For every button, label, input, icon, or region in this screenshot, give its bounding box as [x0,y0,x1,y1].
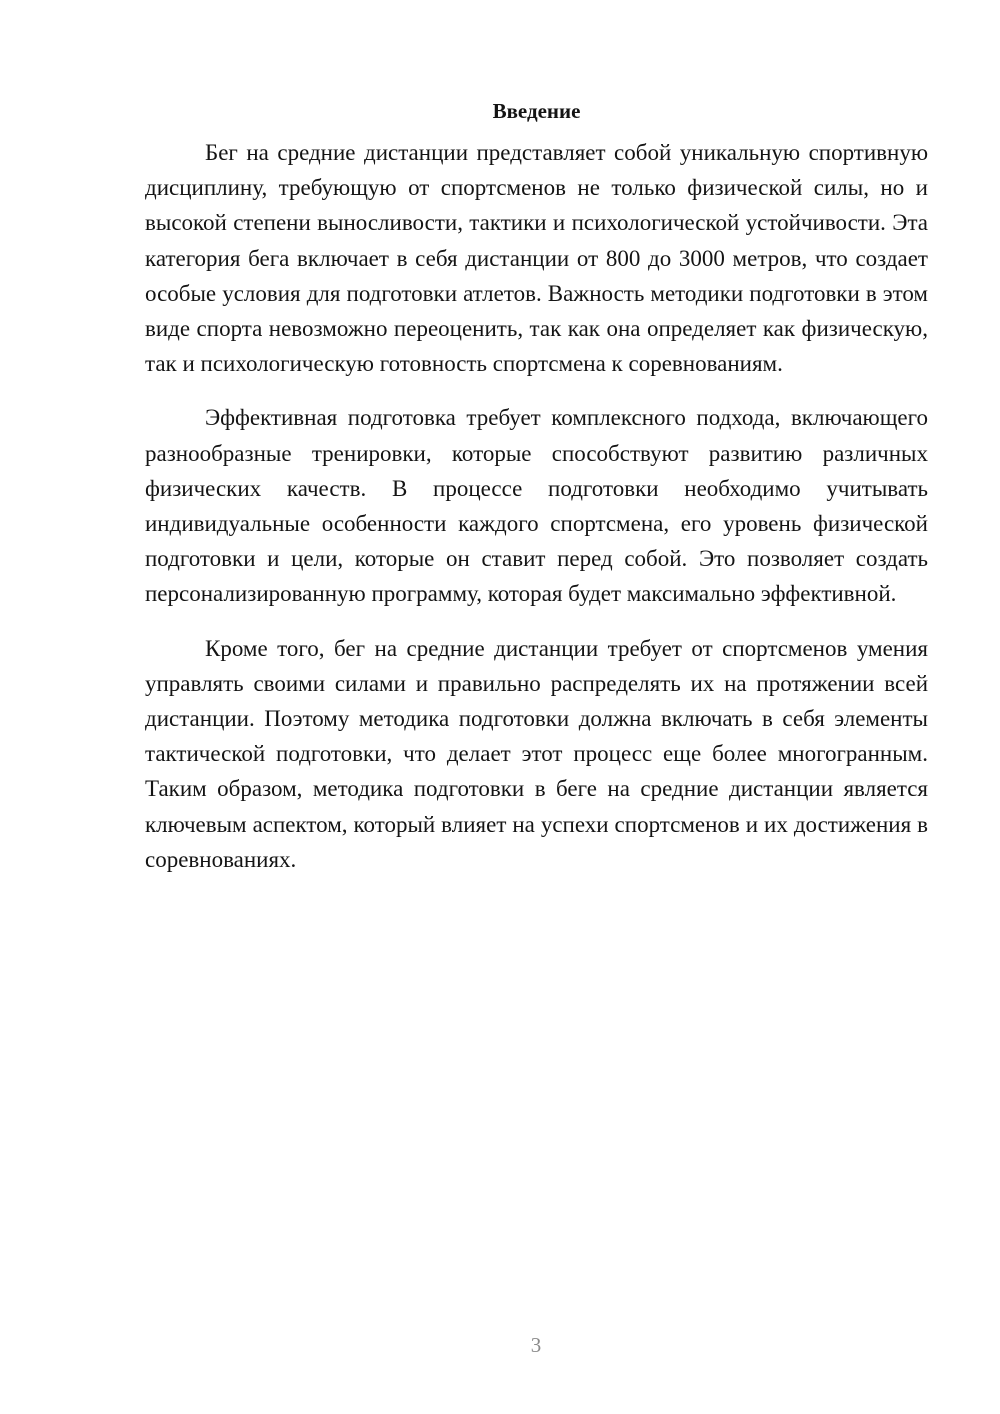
page-content [145,95,928,877]
paragraph-2: Эффективная подготовка требует комплексного подхода, включающего разнообразные тренировки, которые способствуют развитию различных физических качеств. В процессе подготовки необходимо учитывать индивидуальные особенности каждого спортсмена, его уровень физической подготовки и цели, которые он ставит перед собой. Это позволяет создать персонализированную программу, которая будет максимально эффективной. [145,405,928,607]
page-number: 3 [530,1333,542,1357]
paragraph-3: Кроме того, бег на средние дистанции требует от спортсменов умения управлять своими силами и правильно распределять их на протяжении всей дистанции. Поэтому методика подготовки должна включать в себя элементы тактической подготовки, что делает этот процесс еще более многогранным. Таким образом, методика подготовки в беге на средние дистанции является ключевым аспектом, который влияет на успехи спортсменов и их достижения в соревнованиях. [145,635,928,872]
paragraph-1: Бег на средние дистанции представляет собой уникальную спортивную дисциплину, требующую от спортсменов не только физической силы, но и высокой степени выносливости, тактики и психологической устойчивости. Эта категория бега включает в себя дистанции от 800 до 3000 метров, что создает особые условия для подготовки атлетов. Важность методики подготовки в этом виде спорта невозможно переоценить, так как она определяет как физическую, так и психологическую готовность спортсмена к соревнованиям. [145,140,928,377]
section-heading: Введение [492,99,581,123]
